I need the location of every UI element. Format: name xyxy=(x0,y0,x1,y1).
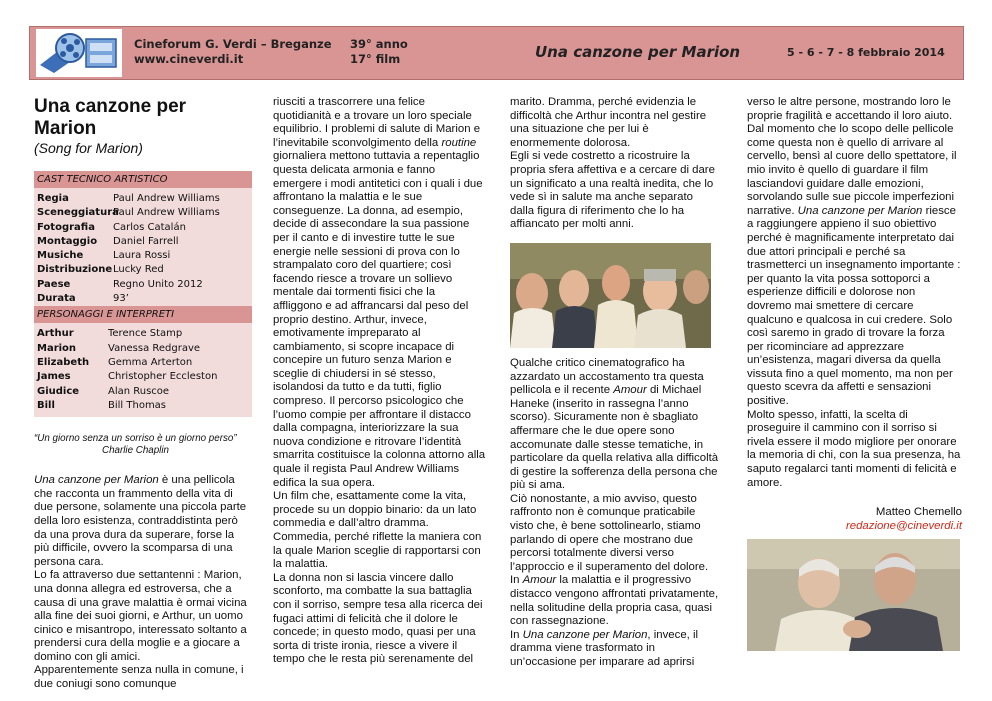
crew-row: Sceneggiatura Paul Andrew Williams xyxy=(37,207,220,219)
cast-row: Arthur Terence Stamp xyxy=(37,328,183,340)
review-paragraph: Un film che, esattamente come la vita, procede su un doppio binario: da un lato commedia e dall’altro dramma. Commedia, perché riflette la maniera con la quale Marion sceglie di rapportarsi con la malattia. xyxy=(273,490,482,571)
review-paragraph: Ciò nonostante, a mio avviso, questo raffronto non è comunque praticabile visto che, è bene sottolinearlo, stiamo parlando di opere che mostrano due percorsi totalmente diversi verso l’approccio e il superamento del dolore. xyxy=(510,492,709,573)
review-paragraph: In Una canzone per Marion, invece, il dramma viene trasformato in un’occasione per imparare ad aprirsi xyxy=(510,628,699,668)
review-paragraph: Dal momento che lo scopo delle pellicole come questa non è quello di arrivare al cervello, bensì al cuore dello spettatore, il mio invito è quello di guardare il film lasciandovi guidare dalle emozioni, sorvolando sulle sue piccole imperfezioni narrative. Una canzone per Marion riesce a raggiungere appieno il suo obiettivo perché è magnificamente interpretato dai due attori principali e perché sa trasmetterci un insegnamento importante : per quanto la vita possa sottoporci a esperienze difficili e dolorose non dovremo mai smettere di cercare qualcuno e qualcosa in cui credere. Solo così saremo in grado di trovare la forza per ricominciare ad apprezzare un’esistenza, magari diversa da quella vissuta fino a quel momento, ma non per questo scevra da affetti e sensazioni positive. xyxy=(747,123,961,408)
original-title: (Song for Marion) xyxy=(34,140,143,156)
crew-row: Fotografia Carlos Catalán xyxy=(37,221,186,233)
season: 39° anno xyxy=(350,37,408,51)
crew-row: Musiche Laura Rossi xyxy=(37,250,171,262)
cast-row: Elizabeth Gemma Arterton xyxy=(37,356,193,368)
review-paragraph: Molto spesso, infatti, la scelta di proseguire il cammino con il sorriso si rivela essere il modo migliore per onorare la memoria di chi, con la sua presenza, ha saputo regalarci tanti momenti di felicità e amore. xyxy=(747,408,961,489)
signature xyxy=(747,505,962,533)
film-number: 17° film xyxy=(350,52,401,66)
review-paragraph: Egli si vede costretto a ricostruire la propria sfera affettiva e a cercare di dare un significato a una realtà inedita, che lo vede sì in salute ma anche separato dalla figura di riferimento che lo ha affiancato per molti anni. xyxy=(510,150,715,231)
review-paragraph: In Amour la malattia e il progressivo distacco vengono affrontati privatamente, nella solitudine della propria casa, quasi con rassegnazione. xyxy=(510,574,719,628)
cast-row: Marion Vanessa Redgrave xyxy=(37,342,201,354)
crew-heading: CAST TECNICO ARTISTICO xyxy=(34,171,252,188)
crew-row: Durata 93’ xyxy=(37,293,129,305)
author-email[interactable]: redazione@cineverdi.it xyxy=(845,520,962,533)
column-4 xyxy=(747,96,962,660)
column-2 xyxy=(273,96,486,667)
film-title: Una canzone per Marion xyxy=(34,96,187,139)
choir-photo xyxy=(510,243,711,348)
quote xyxy=(34,433,252,456)
website[interactable]: www.cineverdi.it xyxy=(134,52,244,66)
crew-row: Distribuzione Lucky Red xyxy=(37,264,164,276)
review-paragraph: marito. Dramma, perché evidenzia le difficoltà che Arthur incontra nel gestire una situazione che per lui è enormemente dolorosa. xyxy=(510,96,707,149)
author-name: Matteo Chemello xyxy=(875,506,962,519)
quote-author: Charlie Chaplin xyxy=(102,444,169,456)
crew-row: Montaggio Daniel Farrell xyxy=(37,235,179,247)
cast-row: Bill Bill Thomas xyxy=(37,399,167,411)
cast-heading: PERSONAGGI E INTERPRETI xyxy=(34,306,252,323)
couple-photo xyxy=(747,539,960,651)
crew-row: Regia Paul Andrew Williams xyxy=(37,193,220,204)
review-paragraph: riusciti a trascorrere una felice quotidianità e a trovare un loro speciale equilibrio. I problemi di salute di Marion e l’inevitabile sconvolgimento della routine giornaliera mettono tuttavia a repentaglio questa delicata armonia e fanno emergere i modi antitetici con i quali i due affrontano la malattia e le sue conseguenze. La donna, ad esempio, decide di assecondare la sua passione per il canto e di investire tutte le sue energie nelle sessioni di prova con lo strampalato coro del quartiere; così facendo riesce a trovare un sollievo mentale dai tormenti fisici che la affliggono e ad affrancarsi dal peso del proprio destino. Arthur, invece, emotivamente impreparato al cambiamento, si scopre incapace di concepire un futuro senza Marion e sceglie di chiudersi in sé stesso, isolandosi da tutto e da tutti, figlio compreso. Il percorso psicologico che l’uomo compie per affrontare il distacco dalla compagna, interiorizzare la sua nuova condizione e ritrovare l’identità smarrita costituisce la colonna attorno alla quale il regista Paul Andrew Williams edifica la sua opera. xyxy=(273,96,486,489)
review-paragraph: Lo fa attraverso due settantenni : Marion, una donna allegra ed estroversa, che a causa di una grave malattia è ormai vicina alla fine dei suoi giorni, e Arthur, un uomo cinico e misantropo, interessato soltanto a prendersi cura della moglie e a giocare a domino con gli amici. xyxy=(34,569,247,663)
cast-row: Giudice Alan Ruscoe xyxy=(37,385,170,397)
review-paragraph: verso le altre persone, mostrando loro le proprie fragilità e accettando il loro aiuto. xyxy=(747,96,953,122)
org-name: Cineforum G. Verdi – Breganze xyxy=(134,37,332,51)
screening-dates: 5 - 6 - 7 - 8 febbraio 2014 xyxy=(787,46,945,59)
column-1 xyxy=(34,96,252,692)
header-film-title: Una canzone per Marion xyxy=(535,43,741,61)
credits-card xyxy=(34,171,252,417)
cineforum-logo xyxy=(36,29,122,77)
cast-row: James Christopher Eccleston xyxy=(37,371,218,383)
page-header xyxy=(29,26,964,80)
quote-text: “Un giorno senza un sorriso è un giorno perso” xyxy=(34,433,237,445)
column-3 xyxy=(510,96,720,670)
review-paragraph: Qualche critico cinematografico ha azzardato un accostamento tra questa pellicola e il recente Amour di Michael Haneke (inserito in rassegna l’anno scorso). Sicuramente non è sbagliato affermare che le due opere sono accomunate dalle stesse tematiche, in particolare da quella relativa alla difficoltà di gestire la sofferenza della persona che più si ama. xyxy=(510,356,719,492)
crew-row: Paese Regno Unito 2012 xyxy=(37,278,203,290)
review-paragraph: Una canzone per Marion è una pellicola che racconta un frammento della vita di due persone, solamente una piccola parte della loro esistenza, contraddistinta però da una prova dura da superare, forse la più difficile, ovvero la scomparsa di una persona cara. xyxy=(34,474,247,568)
review-paragraph: La donna non si lascia vincere dallo sconforto, ma combatte la sua battaglia con il sorriso, sempre tesa alla ricerca dei fugaci attimi di felicità che il dolore le concede; in questo modo, quasi per una sorta di triste ironia, riesce a vivere il tempo che le resta più serenamente del xyxy=(273,571,483,666)
review-paragraph: Apparentemente senza nulla in comune, i due coniugi sono comunque xyxy=(34,664,244,691)
